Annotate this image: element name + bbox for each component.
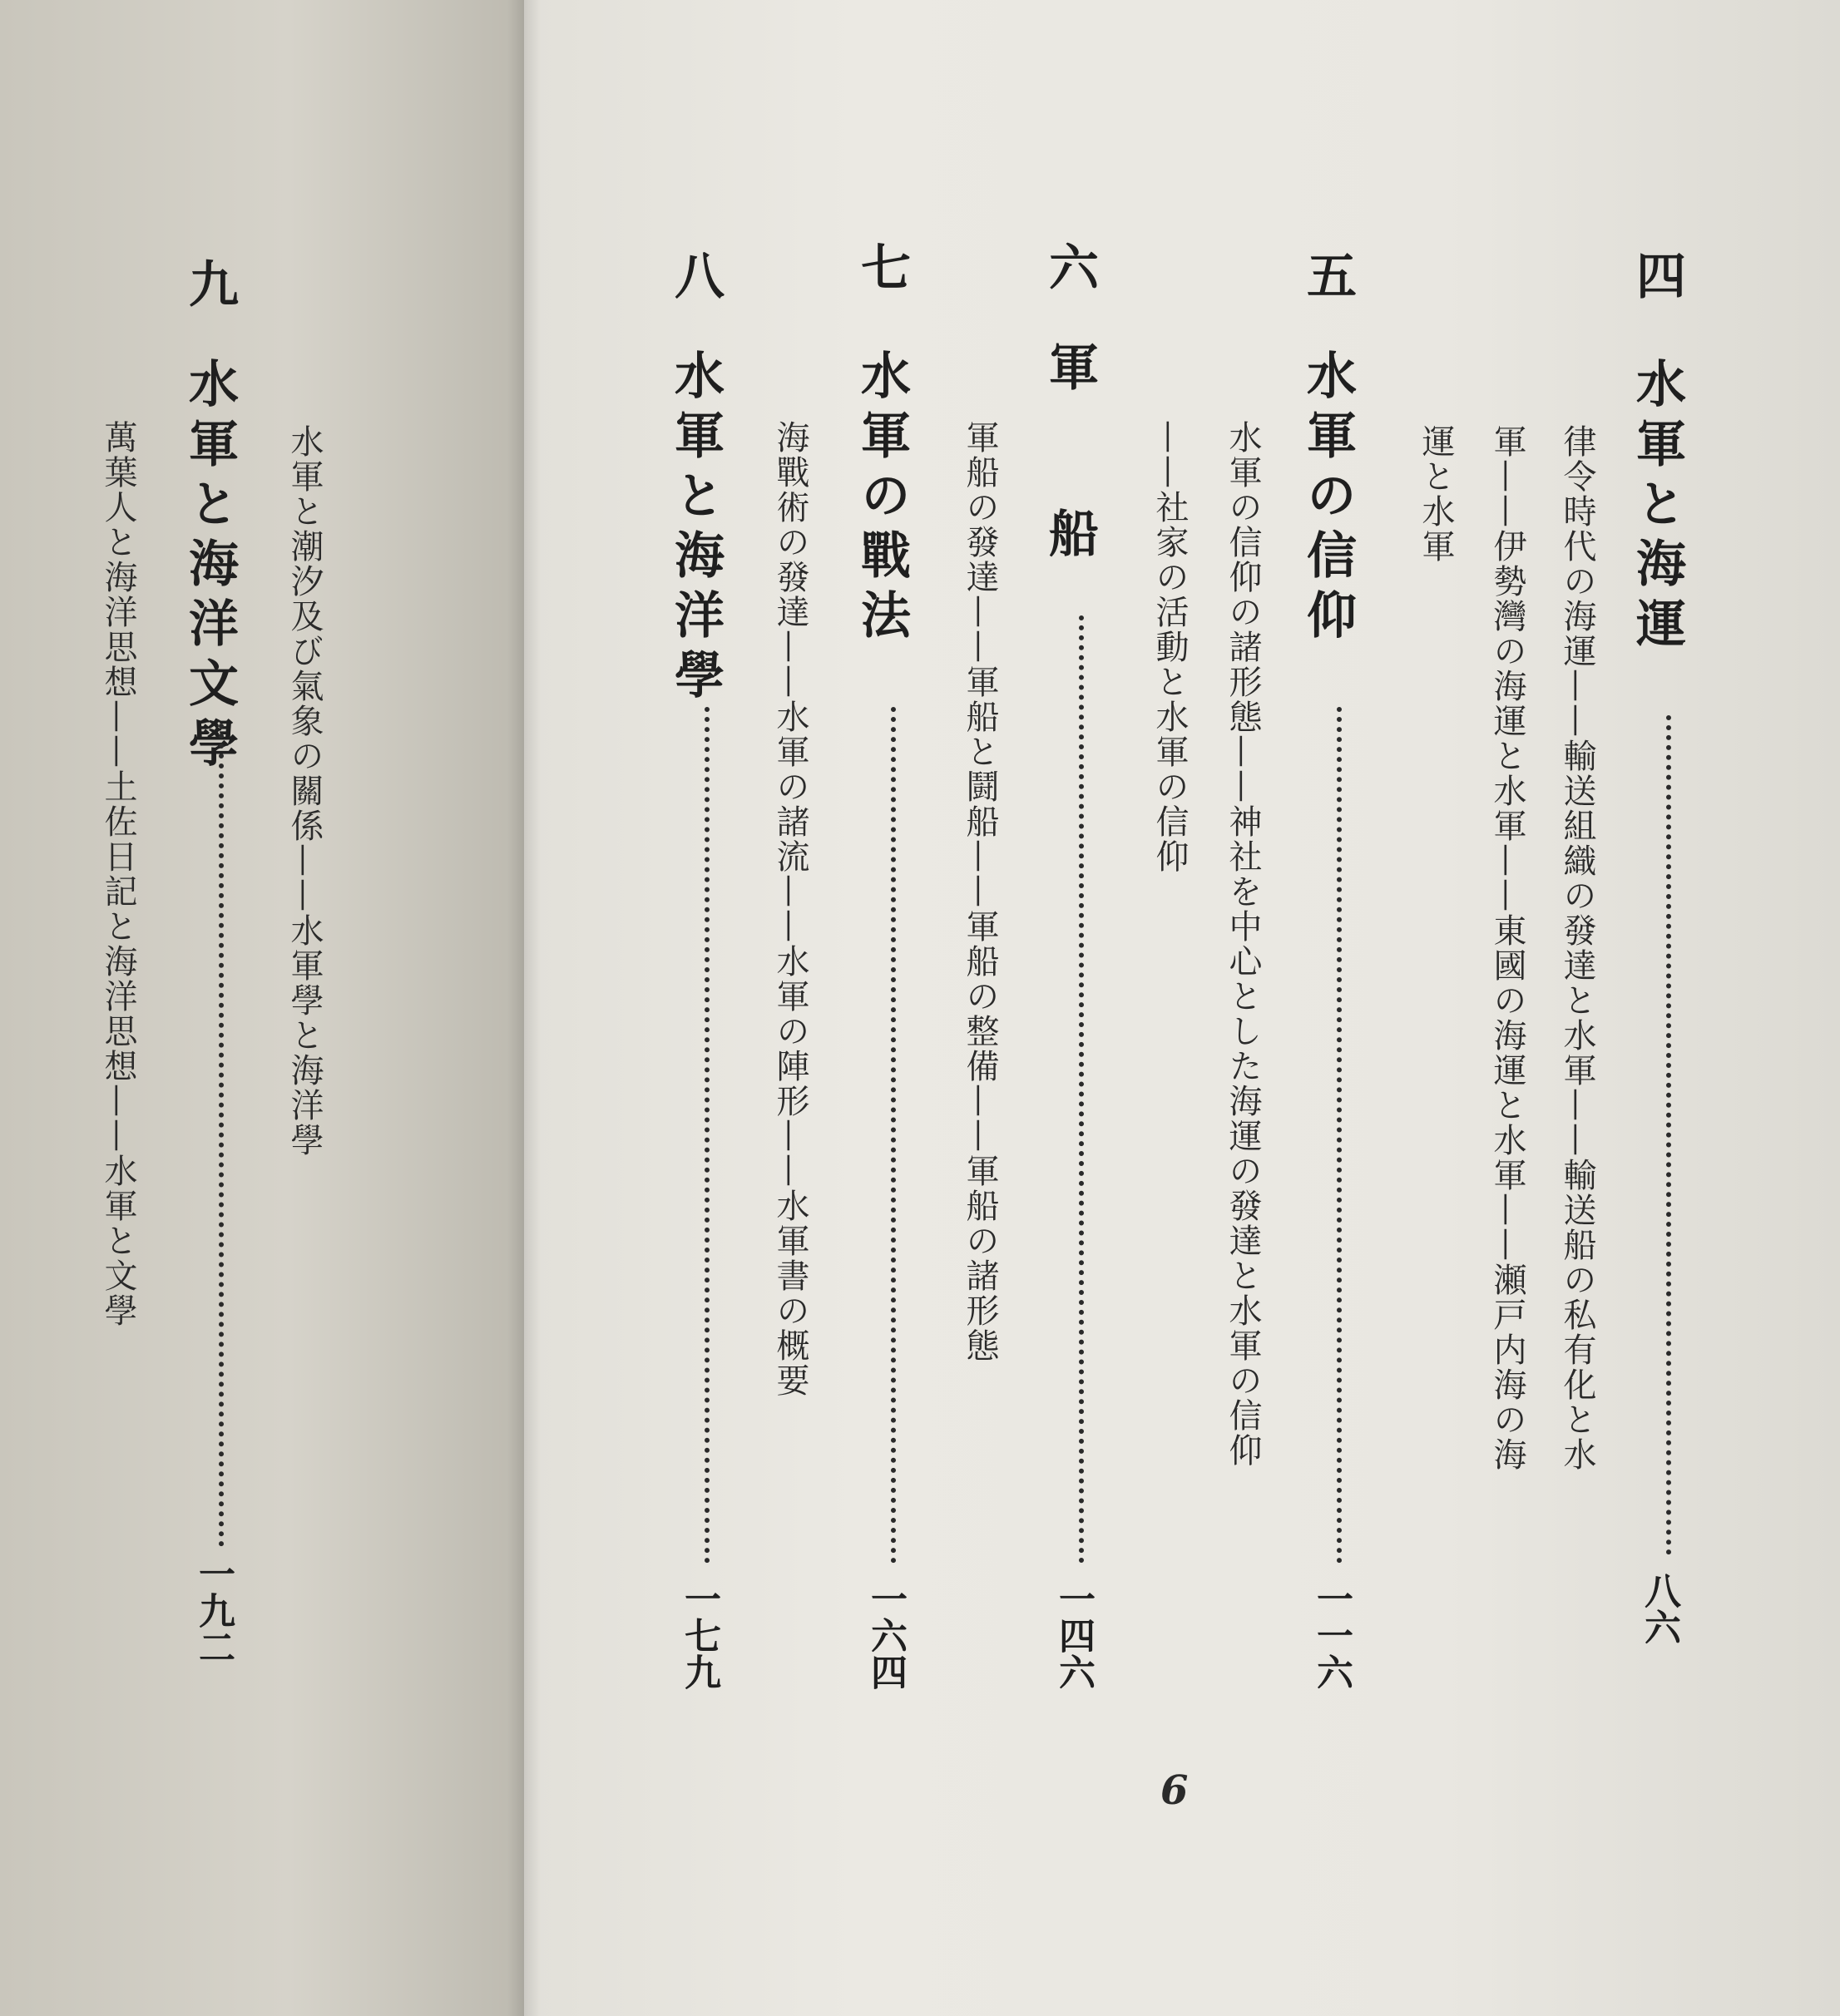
chapter-number: 四 bbox=[1628, 250, 1686, 309]
dot-leader bbox=[1666, 715, 1671, 1555]
subtopic-line: 軍船の發達——軍船と鬪船——軍船の整備——軍船の諸形態 bbox=[961, 420, 999, 1363]
page-number: 一七九 bbox=[678, 1580, 720, 1690]
chapter-title: 水軍と海洋學 bbox=[666, 349, 725, 709]
subtopic-line: ——社家の活動と水軍の信仰 bbox=[1150, 420, 1189, 874]
dot-leader bbox=[1337, 707, 1342, 1564]
dot-leader bbox=[1079, 615, 1084, 1564]
chapter-number: 五 bbox=[1298, 250, 1357, 309]
page-number: 八六 bbox=[1638, 1572, 1680, 1645]
subtopic-line: 運と水軍 bbox=[1417, 424, 1455, 564]
subtopic-line: 海戰術の發達——水軍の諸流——水軍の陣形——水軍書の概要 bbox=[771, 420, 809, 1398]
dot-leader bbox=[219, 724, 224, 1547]
chapter-title: 水軍と海洋文學 bbox=[181, 358, 239, 777]
subtopic-line: 水軍の信仰の諸形態——神社を中心とした海運の發達と水軍の信仰 bbox=[1224, 420, 1262, 1468]
page-number: 一九二 bbox=[192, 1555, 235, 1665]
subtopic-line: 萬葉人と海洋思想——土佐日記と海洋思想——水軍と文學 bbox=[99, 420, 137, 1328]
chapter-number: 七 bbox=[853, 241, 911, 301]
chapter-title: 軍船 bbox=[1041, 341, 1099, 674]
folio: 6 bbox=[1160, 1767, 1189, 1814]
page-number: 一六四 bbox=[864, 1580, 907, 1690]
page-number: 一一六 bbox=[1310, 1580, 1353, 1690]
chapter-title: 水軍と海運 bbox=[1628, 358, 1686, 657]
chapter-title: 水軍の戰法 bbox=[853, 349, 911, 649]
dot-leader bbox=[705, 707, 710, 1564]
subtopic-line: 軍——伊勢灣の海運と水軍——東國の海運と水軍——瀬戸内海の海 bbox=[1488, 424, 1526, 1472]
chapter-number: 六 bbox=[1041, 241, 1099, 301]
subtopic-line: 水軍と潮汐及び氣象の關係——水軍學と海洋學 bbox=[285, 424, 324, 1158]
chapter-number: 八 bbox=[666, 250, 725, 309]
chapter-title: 水軍の信仰 bbox=[1298, 349, 1357, 649]
dot-leader bbox=[891, 707, 896, 1564]
gutter-shadow bbox=[507, 0, 541, 2016]
chapter-number: 九 bbox=[181, 258, 239, 318]
subtopic-line: 律令時代の海運——輸送組織の發達と水軍——輸送船の私有化と水 bbox=[1558, 424, 1596, 1472]
page-number: 一四六 bbox=[1052, 1580, 1095, 1690]
left-page bbox=[0, 0, 524, 2016]
